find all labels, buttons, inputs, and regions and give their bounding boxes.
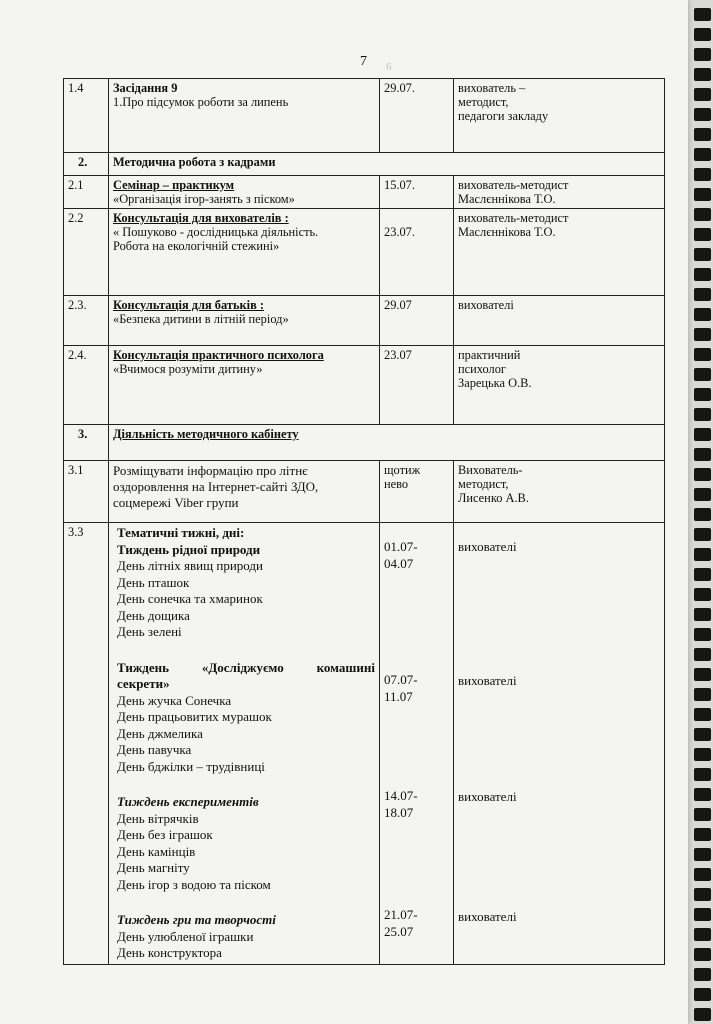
row-title: Консультація практичного психолога <box>113 348 324 362</box>
binding-ring <box>694 368 711 381</box>
binding-ring <box>694 488 711 501</box>
binding-ring <box>694 328 711 341</box>
binding-ring <box>694 48 711 61</box>
binding-ring <box>694 568 711 581</box>
table-row <box>64 296 665 346</box>
row-number: 1.4 <box>64 79 109 153</box>
week-title: секрети» <box>117 676 170 691</box>
week-title: Тиждень «Досліджуємо комашині <box>117 659 375 675</box>
row-responsible: вихователь – методист, педагоги закладу <box>454 79 665 153</box>
section-row <box>64 153 665 176</box>
row-responsible: Вихователь- методист, Лисенко А.В. <box>454 461 665 523</box>
binding-ring <box>694 8 711 21</box>
table-row <box>64 461 665 523</box>
row-content <box>109 346 380 425</box>
binding-ring <box>694 728 711 741</box>
row-date: 15.07. <box>380 176 454 209</box>
binding-ring <box>694 708 711 721</box>
binding-ring <box>694 688 711 701</box>
week-title: Тиждень гри та творчості <box>117 912 276 927</box>
table-row <box>64 176 665 209</box>
row-number: 2.1 <box>64 176 109 209</box>
row-content <box>109 296 380 346</box>
binding-ring <box>694 128 711 141</box>
row-date: 01.07- 04.07 07.07- 11.07 14.07- 18.07 21.07- 25.07 <box>380 523 454 965</box>
binding-ring <box>694 748 711 761</box>
row-responsible: практичний психолог Зарецька О.В. <box>454 346 665 425</box>
binding-ring <box>694 908 711 921</box>
row-title: Консультація для батьків : <box>113 298 264 312</box>
binding-ring <box>694 768 711 781</box>
section-number: 3. <box>64 425 109 461</box>
row-text: «Організація ігор-занять з піском» <box>113 192 295 206</box>
row-date: 23.07 <box>380 346 454 425</box>
binding-ring <box>694 848 711 861</box>
section-number: 2. <box>64 153 109 176</box>
row-title: Семінар – практикум <box>113 178 235 192</box>
binding-ring <box>694 808 711 821</box>
page-number: 7 <box>360 54 367 69</box>
row-content <box>109 209 380 296</box>
binding-ring <box>694 948 711 961</box>
binding-ring <box>694 168 711 181</box>
table-row <box>64 346 665 425</box>
binding-ring <box>694 108 711 121</box>
binding-ring <box>694 1008 711 1021</box>
binding-ring <box>694 628 711 641</box>
row-number: 2.3. <box>64 296 109 346</box>
row-text: «Безпека дитини в літній період» <box>113 312 289 326</box>
binding-ring <box>694 548 711 561</box>
binding-ring <box>694 648 711 661</box>
row-responsible: вихователі вихователі вихователі вихователі <box>454 523 665 965</box>
row-date: щотиж нево <box>380 461 454 523</box>
binding-ring <box>694 608 711 621</box>
week-title: Тиждень експериментів <box>117 794 259 809</box>
binding-ring <box>694 28 711 41</box>
row-date: 29.07. <box>380 79 454 153</box>
binding-ring <box>694 408 711 421</box>
binding-ring <box>694 388 711 401</box>
binding-ring <box>694 868 711 881</box>
binding-ring <box>694 288 711 301</box>
bleed-through-page-number: 6 <box>386 61 392 73</box>
binding-ring <box>694 348 711 361</box>
row-content <box>109 176 380 209</box>
row-date: 23.07. <box>380 209 454 296</box>
row-date: 29.07 <box>380 296 454 346</box>
binding-ring <box>694 148 711 161</box>
binding-ring <box>694 188 711 201</box>
row-responsible: вихователі <box>454 296 665 346</box>
row-number: 2.2 <box>64 209 109 296</box>
binding-ring <box>694 428 711 441</box>
binding-ring <box>694 308 711 321</box>
binding-ring <box>694 968 711 981</box>
binding-ring <box>694 928 711 941</box>
table-row <box>64 79 665 153</box>
row-number: 3.3 <box>64 523 109 965</box>
binding-ring <box>694 88 711 101</box>
row-content: Тематичні тижні, дні: Тиждень рідної природи День літніх явищ природи День пташок День сонечка та хмаринок День дощика День зелені Тиждень «Досліджуємо комашині секрети» День жучка Сонечка День працьовитих мурашок День джмелика День павучка День бджілки – трудівниці Тиждень експериментів День вітрячків День без іграшок День камінців День магніту День ігор з водою та піском Тиждень гри та творчості День улюбленої іграшки День конструктора <box>109 523 380 965</box>
table-row <box>64 209 665 296</box>
binding-ring <box>694 888 711 901</box>
row-text: « Пошуково - дослідницька діяльність. <box>113 225 319 239</box>
binding-ring <box>694 228 711 241</box>
row-number: 3.1 <box>64 461 109 523</box>
binding-ring <box>694 788 711 801</box>
binding-ring <box>694 248 711 261</box>
row-text: 1.Про підсумок роботи за липень <box>113 95 289 109</box>
binding-ring <box>694 468 711 481</box>
row-number: 2.4. <box>64 346 109 425</box>
binding-ring <box>694 208 711 221</box>
binding-ring <box>694 508 711 521</box>
binding-ring <box>694 988 711 1001</box>
plan-table <box>63 78 665 965</box>
section-title: Методична робота з кадрами <box>109 153 665 176</box>
row-title: Засідання 9 <box>113 81 178 95</box>
weeks-heading: Тематичні тижні, дні: <box>117 525 245 540</box>
row-responsible: вихователь-методист Маслєннікова Т.О. <box>454 176 665 209</box>
row-title: Консультація для вихователів : <box>113 211 289 225</box>
binding-ring <box>694 448 711 461</box>
week-title: Тиждень рідної природи <box>117 541 261 557</box>
binding-ring <box>694 68 711 81</box>
spiral-binding <box>688 0 713 1024</box>
row-content <box>109 79 380 153</box>
table-row <box>64 523 665 965</box>
section-row <box>64 425 665 461</box>
row-responsible: вихователь-методист Маслєннікова Т.О. <box>454 209 665 296</box>
binding-ring <box>694 588 711 601</box>
binding-ring <box>694 528 711 541</box>
row-content: Розміщувати інформацію про літнє оздоровлення на Інтернет-сайті ЗДО, соцмережі Viber групи <box>109 461 380 523</box>
row-text: «Вчимося розуміти дитину» <box>113 362 263 376</box>
section-title: Діяльність методичного кабінету <box>109 425 665 461</box>
binding-ring <box>694 828 711 841</box>
binding-ring <box>694 268 711 281</box>
binding-ring <box>694 668 711 681</box>
row-text: Робота на екологічній стежині» <box>113 239 280 253</box>
